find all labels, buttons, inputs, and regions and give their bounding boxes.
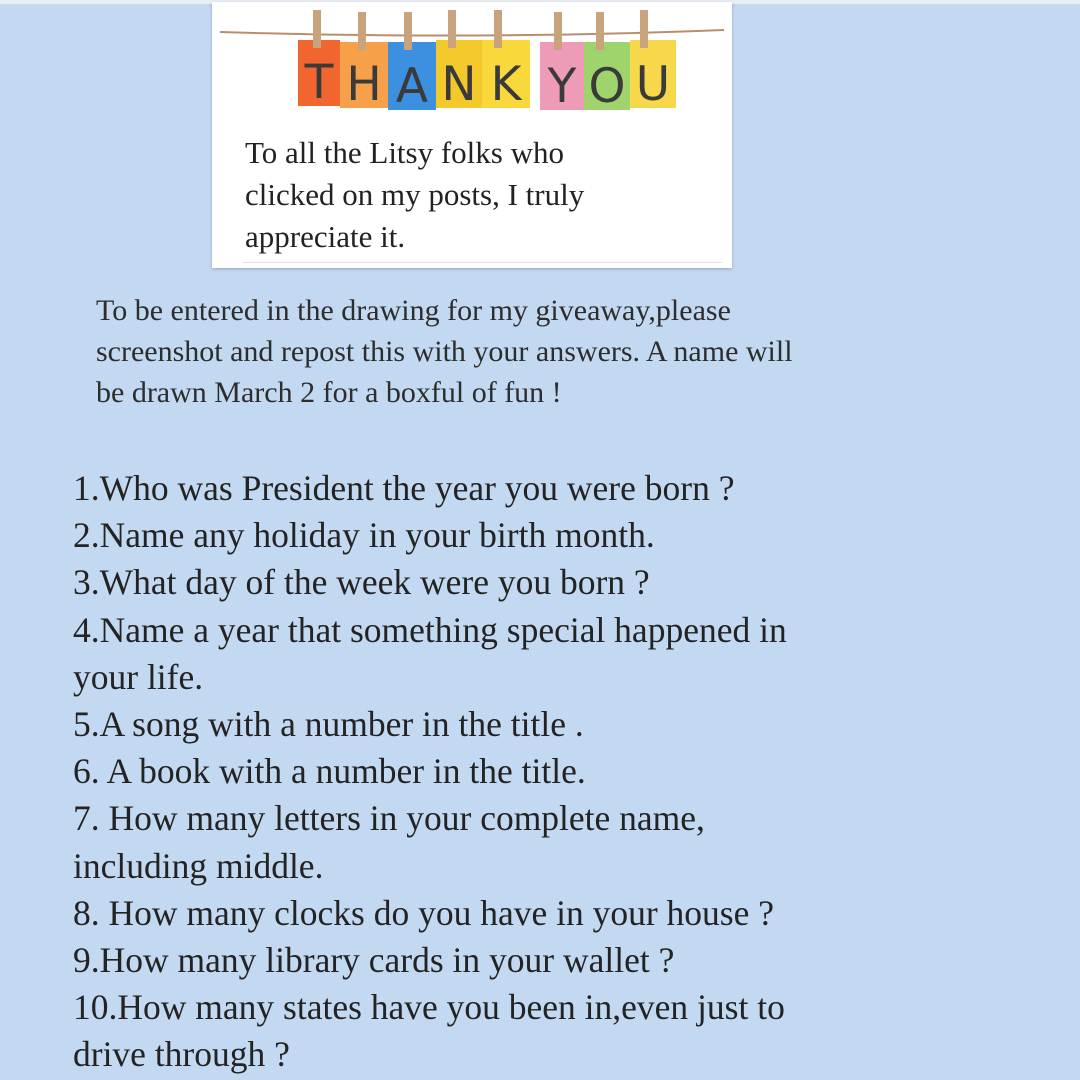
banner-tag-y bbox=[540, 12, 584, 114]
svg-text:U: U bbox=[635, 57, 671, 112]
giveaway-instructions bbox=[96, 290, 946, 413]
banner-tag-u bbox=[630, 10, 676, 112]
card-divider bbox=[242, 262, 722, 263]
svg-text:A: A bbox=[395, 59, 429, 114]
question-line: 4.Name a year that something special happened in bbox=[73, 609, 787, 650]
svg-text:O: O bbox=[588, 59, 626, 114]
question-line: including middle. bbox=[73, 845, 324, 886]
question-line: 8. How many clocks do you have in your house ? bbox=[73, 892, 774, 933]
card-message-line: appreciate it. bbox=[245, 219, 406, 254]
banner-tag-t bbox=[298, 10, 340, 110]
banner-tag-o bbox=[584, 12, 630, 114]
thank-you-card bbox=[212, 2, 732, 268]
clothespin-icon bbox=[313, 10, 321, 48]
clothespin-icon bbox=[494, 10, 502, 48]
card-message bbox=[245, 132, 645, 258]
question-line: 10.How many states have you been in,even just to bbox=[73, 987, 785, 1028]
clothespin-icon bbox=[404, 12, 412, 50]
banner-tag-a bbox=[388, 12, 436, 114]
question-line: 6. A book with a number in the title. bbox=[73, 751, 586, 792]
thank-you-banner bbox=[212, 2, 732, 132]
clothespin-icon bbox=[358, 12, 366, 50]
clothespin-icon bbox=[554, 12, 562, 50]
banner-tag-k bbox=[482, 10, 530, 112]
question-list bbox=[73, 465, 1033, 1079]
question-line: drive through ? bbox=[73, 1034, 290, 1075]
svg-text:Y: Y bbox=[547, 59, 577, 114]
instructions-line: screenshot and repost this with your answers. A name will bbox=[96, 335, 793, 368]
card-message-line: clicked on my posts, I truly bbox=[245, 177, 585, 212]
clothespin-icon bbox=[596, 12, 604, 50]
svg-text:N: N bbox=[441, 57, 477, 112]
clothespin-icon bbox=[448, 10, 456, 48]
question-line: 9.How many library cards in your wallet ? bbox=[73, 940, 675, 981]
banner-tag-n bbox=[436, 10, 482, 112]
svg-text:H: H bbox=[346, 57, 382, 112]
banner-tag-h bbox=[340, 12, 388, 112]
clothespin-icon bbox=[640, 10, 648, 48]
question-line: 3.What day of the week were you born ? bbox=[73, 562, 650, 603]
svg-text:T: T bbox=[304, 55, 334, 110]
svg-text:K: K bbox=[490, 57, 522, 112]
question-line: 1.Who was President the year you were born ? bbox=[73, 468, 735, 508]
instructions-line: To be entered in the drawing for my giveaway,please bbox=[96, 294, 731, 327]
question-line: 7. How many letters in your complete name, bbox=[73, 798, 705, 839]
question-line: 5.A song with a number in the title . bbox=[73, 704, 584, 745]
question-line: 2.Name any holiday in your birth month. bbox=[73, 515, 655, 556]
instructions-line: be drawn March 2 for a boxful of fun ! bbox=[96, 376, 562, 409]
card-message-line: To all the Litsy folks who bbox=[245, 135, 564, 170]
question-line: your life. bbox=[73, 656, 204, 697]
